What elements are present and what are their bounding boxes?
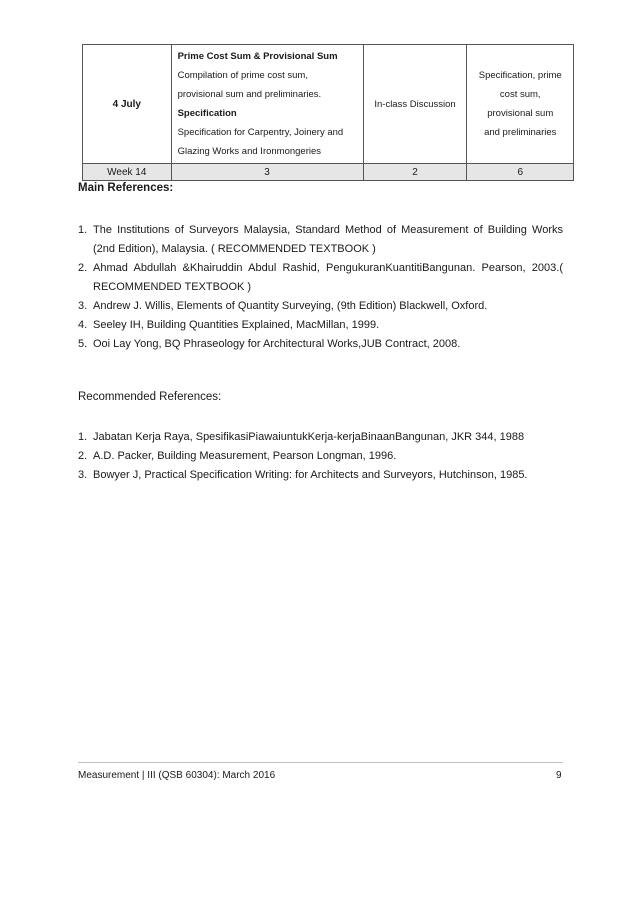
item-text: Ooi Lay Yong, BQ Phraseology for Architectural Works,JUB Contract, 2008.: [93, 338, 461, 350]
summary-week: Week 14: [83, 164, 172, 181]
main-references-heading: Main References:: [78, 182, 174, 194]
page-number: 9: [556, 770, 562, 781]
item-text: Seeley IH, Building Quantities Explained, MacMillan, 1999.: [93, 319, 380, 331]
item-number: 4.: [78, 319, 88, 331]
footer-divider: [78, 762, 563, 763]
summary-col-4: 6: [467, 164, 574, 181]
list-item: [78, 221, 563, 259]
table-row: [83, 45, 574, 164]
item-number: 5.: [78, 338, 88, 350]
topic-line: Compilation of prime cost sum,: [177, 70, 308, 81]
item-number: 1.: [78, 431, 88, 443]
method-cell: In-class Discussion: [363, 45, 467, 164]
item-text: The Institutions of Surveyors Malaysia, Standard Method of Measurement of Building Works (2nd Edition), Malaysia. ( RECOMMENDED TEXTBOOK ): [93, 224, 563, 255]
list-item: [78, 466, 563, 485]
item-text: Jabatan Kerja Raya, SpesifikasiPiawaiuntukKerja-kerjaBinaanBangunan, JKR 344, 1988: [93, 431, 525, 443]
summary-col-2: 3: [171, 164, 363, 181]
topic-heading-specification: Specification: [177, 108, 237, 119]
topic-line: Specification for Carpentry, Joinery and: [177, 127, 344, 138]
topic-line: Glazing Works and Ironmongeries: [177, 146, 322, 157]
assessment-line: Specification, prime: [478, 70, 562, 81]
list-item: [78, 316, 563, 335]
recommended-references-heading: Recommended References:: [78, 391, 222, 403]
list-item: [78, 335, 563, 354]
item-number: 1.: [78, 224, 88, 236]
item-number: 3.: [78, 469, 88, 481]
item-text: Ahmad Abdullah &Khairuddin Abdul Rashid, PengukuranKuantitiBangunan. Pearson, 2003.( RECOMMENDED TEXTBOOK ): [93, 262, 563, 293]
summary-col-3: 2: [363, 164, 467, 181]
date-cell: 4 July: [83, 45, 172, 164]
topic-cell: [171, 45, 363, 164]
item-text: Andrew J. Willis, Elements of Quantity Surveying, (9th Edition) Blackwell, Oxford.: [93, 300, 488, 312]
schedule-table: [82, 44, 574, 181]
item-number: 2.: [78, 450, 88, 462]
main-references-list: [78, 221, 563, 354]
recommended-references-list: [78, 428, 563, 485]
summary-row: [83, 164, 574, 181]
item-number: 2.: [78, 262, 88, 274]
item-number: 3.: [78, 300, 88, 312]
list-item: [78, 428, 563, 447]
topic-line: provisional sum and preliminaries.: [177, 89, 322, 100]
topic-heading-prime-cost: Prime Cost Sum & Provisional Sum: [177, 51, 338, 62]
item-text: Bowyer J, Practical Specification Writing: for Architects and Surveyors, Hutchinson, 1985.: [93, 469, 528, 481]
assessment-line: cost sum,: [499, 89, 541, 100]
item-text: A.D. Packer, Building Measurement, Pearson Longman, 1996.: [93, 450, 397, 462]
list-item: [78, 447, 563, 466]
assessment-line: provisional sum: [487, 108, 554, 119]
assessment-cell: [467, 45, 574, 164]
list-item: [78, 297, 563, 316]
footer-course-label: Measurement | III (QSB 60304): March 2016: [78, 770, 276, 781]
list-item: [78, 259, 563, 297]
assessment-line: and preliminaries: [484, 127, 557, 138]
